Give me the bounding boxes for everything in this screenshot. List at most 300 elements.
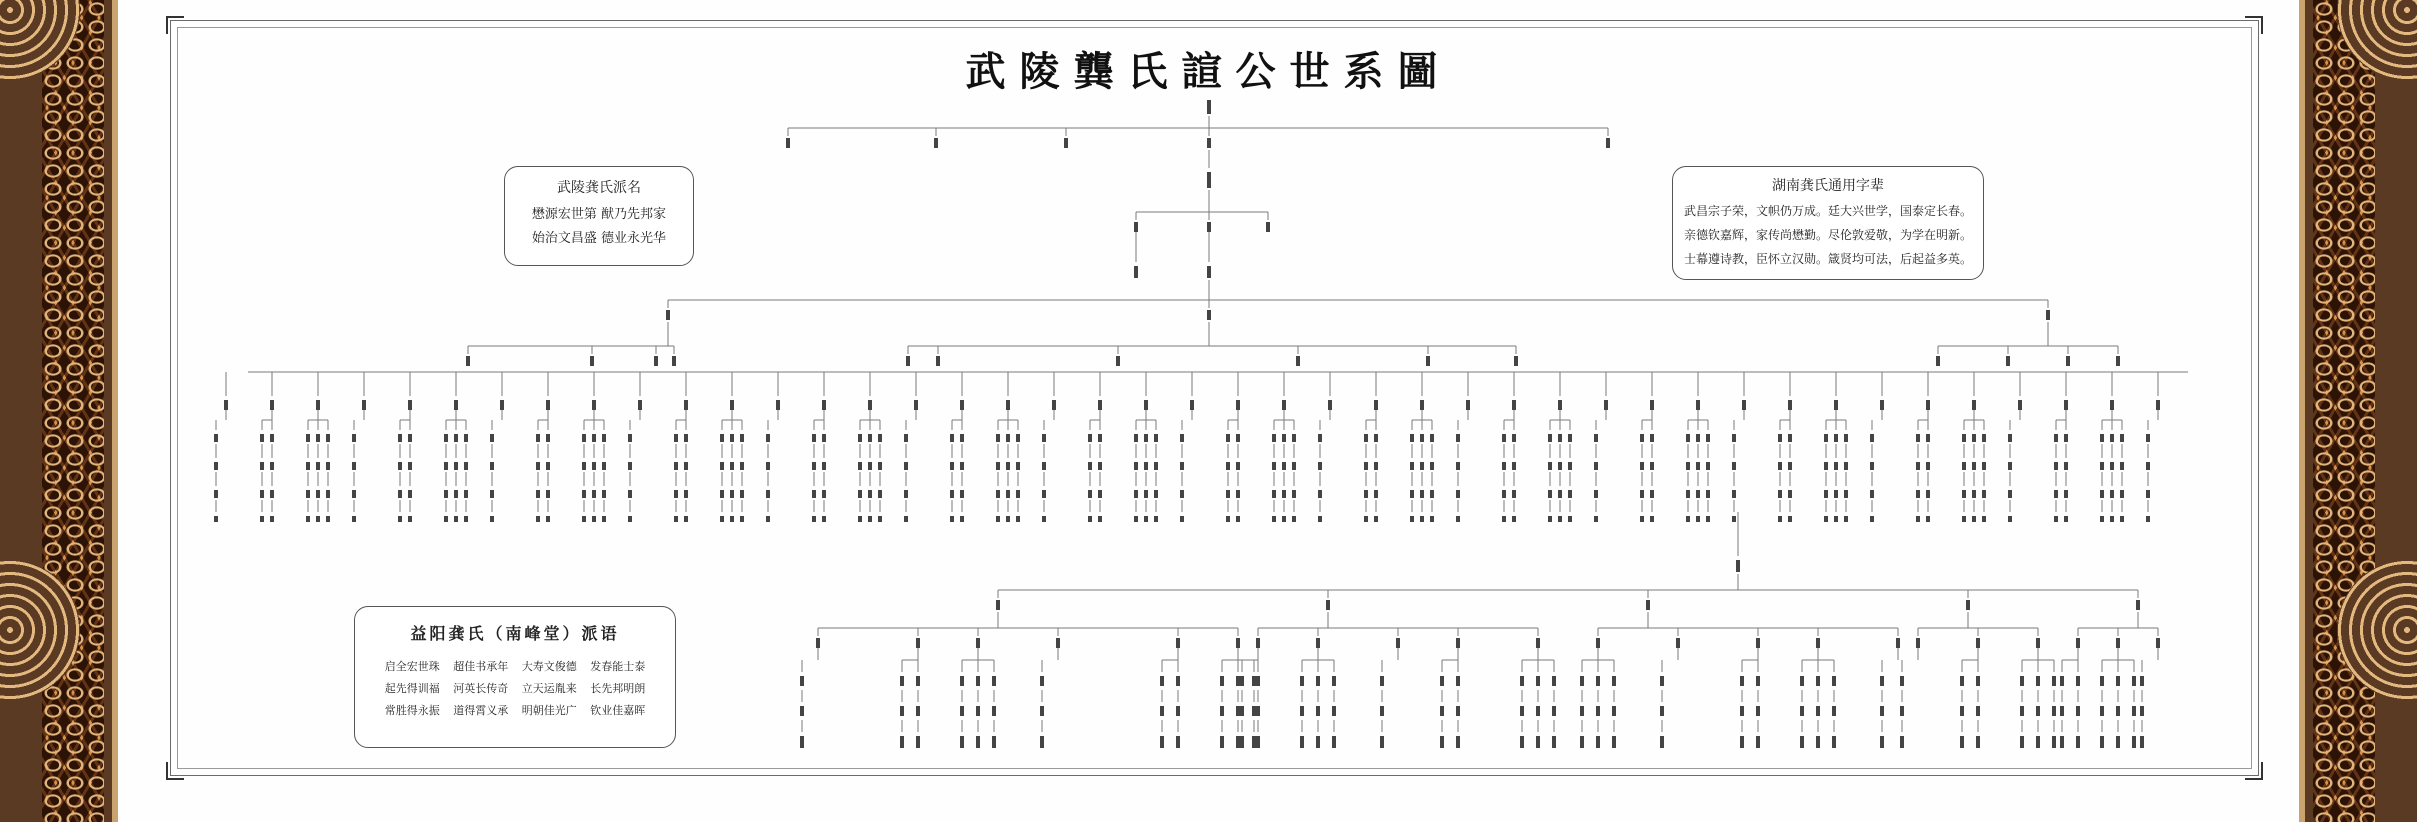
person-node [2146,462,2150,470]
person-node [1088,462,1092,470]
person-node [1088,516,1092,522]
person-node [996,462,1000,470]
person-node [2054,490,2058,498]
person-node [1134,462,1138,470]
person-node [858,434,862,442]
person-node [2110,516,2114,522]
person-node [1300,676,1304,686]
person-node [800,706,804,716]
person-node [1256,706,1260,716]
person-node [1316,676,1320,686]
person-node [1332,676,1336,686]
person-node [1240,736,1244,748]
box-title: 武陵龚氏派名 [557,180,641,196]
person-node [2120,462,2124,470]
person-node [2076,638,2080,648]
person-node [1740,676,1744,686]
person-node [2036,706,2040,716]
person-node [1580,676,1584,686]
person-node [1880,736,1884,748]
person-node [398,434,402,442]
person-node [1640,434,1644,442]
person-node [1456,736,1460,748]
person-node [812,516,816,522]
person-node [1686,462,1690,470]
person-node [2054,462,2058,470]
person-node [444,490,448,498]
person-node [1870,516,1874,522]
person-node [546,462,550,470]
person-node [1430,490,1434,498]
person-node [1594,490,1598,498]
person-node [2060,736,2064,748]
person-node [1916,490,1920,498]
person-node [592,400,596,410]
person-node [1006,434,1010,442]
person-node [1364,490,1368,498]
person-node [1660,706,1664,716]
person-node [1420,516,1424,522]
person-node [1834,400,1838,410]
person-node [2020,676,2024,686]
person-node [1594,434,1598,442]
person-node [1042,516,1046,522]
person-node [684,490,688,498]
person-node [868,400,872,410]
person-node [326,490,330,498]
person-node [1606,138,1610,148]
person-node [1226,434,1230,442]
person-node [1900,706,1904,716]
person-node [602,462,606,470]
person-node [1374,516,1378,522]
person-node [2110,400,2114,410]
person-node [270,400,274,410]
person-node [1962,434,1966,442]
person-node [1006,516,1010,522]
person-node [1926,462,1930,470]
person-node [950,490,954,498]
person-node [490,490,494,498]
person-node [1594,462,1598,470]
person-node [960,400,964,410]
person-node [1536,676,1540,686]
person-node [260,462,264,470]
person-node [2146,516,2150,522]
person-node [1236,736,1240,748]
person-node [1536,638,1540,648]
person-node [352,516,356,522]
person-node [1824,516,1828,522]
person-node [906,356,910,366]
person-node [316,516,320,522]
person-node [950,462,954,470]
person-node [1252,736,1256,748]
person-node [1696,400,1700,410]
person-node [444,516,448,522]
person-node [1740,736,1744,748]
person-node [2046,310,2050,320]
person-node [2156,400,2160,410]
person-node [1778,434,1782,442]
person-node [1207,222,1211,232]
person-node [1420,434,1424,442]
hunan-common-generation-box [1672,166,1984,280]
person-node [766,462,770,470]
person-node [1282,434,1286,442]
person-node [2116,706,2120,716]
person-node [1056,638,1060,648]
person-node [464,462,468,470]
person-node [536,516,540,522]
person-node [740,516,744,522]
person-node [672,356,676,366]
person-node [1466,400,1470,410]
person-node [536,434,540,442]
person-node [1266,222,1270,232]
person-node [260,434,264,442]
person-node [1207,138,1211,148]
person-node [1006,400,1010,410]
person-node [1134,222,1138,232]
person-node [2132,676,2136,686]
person-node [1962,462,1966,470]
person-node [868,434,872,442]
person-node [1226,490,1230,498]
person-node [1154,516,1158,522]
person-node [1640,490,1644,498]
person-node [1514,356,1518,366]
person-node [466,356,470,366]
person-node [1916,516,1920,522]
person-node [546,400,550,410]
person-node [214,490,218,498]
person-node [996,490,1000,498]
person-node [1318,516,1322,522]
person-node [1916,462,1920,470]
person-node [1558,434,1562,442]
person-node [1180,516,1184,522]
person-node [2132,706,2136,716]
person-node [1410,516,1414,522]
person-node [1282,516,1286,522]
person-node [1706,490,1710,498]
person-node [1788,490,1792,498]
person-node [1098,490,1102,498]
person-node [1272,462,1276,470]
person-node [454,516,458,522]
person-node [720,434,724,442]
person-node [326,434,330,442]
person-node [1880,676,1884,686]
person-node [1650,490,1654,498]
person-node [684,434,688,442]
person-node [2054,516,2058,522]
person-node [916,706,920,716]
person-node [1732,490,1736,498]
person-node [1580,736,1584,748]
person-node [1900,676,1904,686]
person-node [1520,676,1524,686]
person-node [1976,706,1980,716]
person-node [992,706,996,716]
person-node [1440,706,1444,716]
person-node [720,462,724,470]
person-node [1292,516,1296,522]
person-node [1756,706,1760,716]
person-node [454,400,458,410]
person-node [1732,516,1736,522]
person-node [1282,462,1286,470]
person-node [960,434,964,442]
person-node [1220,706,1224,716]
person-node [1832,736,1836,748]
person-node [812,434,816,442]
person-node [490,516,494,522]
person-node [1972,490,1976,498]
person-node [444,434,448,442]
person-node [730,516,734,522]
person-node [1676,638,1680,648]
person-node [1134,266,1138,278]
person-node [1292,490,1296,498]
person-node [2064,516,2068,522]
person-node [306,516,310,522]
person-node [1686,434,1690,442]
person-node [1660,736,1664,748]
person-node [316,490,320,498]
person-node [1612,736,1616,748]
person-node [1788,516,1792,522]
person-node [1456,490,1460,498]
person-node [1742,400,1746,410]
person-node [1916,434,1920,442]
person-node [1972,462,1976,470]
person-node [674,516,678,522]
person-node [464,490,468,498]
person-node [316,434,320,442]
person-node [2100,676,2104,686]
person-node [1520,736,1524,748]
person-node [1154,434,1158,442]
person-node [1160,706,1164,716]
person-node [628,462,632,470]
person-node [812,490,816,498]
person-node [1816,736,1820,748]
person-node [2008,516,2012,522]
box-title: 益阳龚氏（南峰堂）派语 [410,624,620,643]
person-node [878,516,882,522]
person-node [1134,516,1138,522]
person-node [628,434,632,442]
person-node [1042,434,1046,442]
person-node [1160,736,1164,748]
person-node [2008,434,2012,442]
person-node [1240,676,1244,686]
person-node [1420,400,1424,410]
person-node [2110,490,2114,498]
person-node [740,490,744,498]
person-node [2008,490,2012,498]
person-node [1960,676,1964,686]
person-node [2132,736,2136,748]
person-node [628,490,632,498]
person-node [1316,706,1320,716]
person-node [1098,516,1102,522]
person-node [2120,490,2124,498]
person-node [1272,490,1276,498]
person-node [1732,462,1736,470]
person-node [1426,356,1430,366]
person-node [1456,516,1460,522]
person-node [900,736,904,748]
person-node [1536,706,1540,716]
person-node [1512,434,1516,442]
person-node [976,638,980,648]
person-node [582,462,586,470]
person-node [1568,434,1572,442]
person-node [1440,736,1444,748]
person-node [1596,676,1600,686]
person-node [1236,490,1240,498]
person-node [1292,434,1296,442]
person-node [1976,638,1980,648]
person-node [444,462,448,470]
person-node [1962,516,1966,522]
left-decorative-border [0,0,118,822]
person-node [1558,516,1562,522]
person-node [408,490,412,498]
person-node [1612,706,1616,716]
person-node [214,462,218,470]
person-node [602,490,606,498]
person-node [1430,462,1434,470]
person-node [1292,462,1296,470]
person-node [1300,736,1304,748]
person-node [1207,172,1211,188]
person-node [1536,736,1540,748]
box-line: 起先得训福 河英长传奇 立天运胤来 长先邦明朗 [384,682,646,695]
person-node [960,706,964,716]
person-node [362,400,366,410]
person-node [900,706,904,716]
person-node [2140,676,2144,686]
person-node [1640,462,1644,470]
person-node [1154,490,1158,498]
person-node [352,490,356,498]
person-node [306,462,310,470]
person-node [398,516,402,522]
person-node [1410,434,1414,442]
person-node [1456,706,1460,716]
person-node [1328,400,1332,410]
person-node [822,516,826,522]
person-node [1016,516,1020,522]
person-node [822,490,826,498]
person-node [674,434,678,442]
person-node [1180,462,1184,470]
person-node [730,462,734,470]
person-node [1318,462,1322,470]
person-node [408,462,412,470]
person-node [1834,434,1838,442]
person-node [1552,736,1556,748]
person-node [2100,490,2104,498]
person-node [1844,462,1848,470]
person-node [1816,706,1820,716]
person-node [976,676,980,686]
person-node [2116,676,2120,686]
person-node [960,462,964,470]
person-node [1252,706,1256,716]
person-node [1870,462,1874,470]
yiyang-nanfeng-generation-box [354,606,676,748]
person-node [214,434,218,442]
person-node [1816,638,1820,648]
person-node [2136,600,2140,610]
person-node [1272,434,1276,442]
person-node [1456,434,1460,442]
person-node [306,490,310,498]
person-node [464,516,468,522]
person-node [1502,516,1506,522]
person-node [2054,434,2058,442]
person-node [1134,434,1138,442]
person-node [1972,400,1976,410]
person-node [868,462,872,470]
person-node [684,516,688,522]
person-node [1976,676,1980,686]
person-node [1650,462,1654,470]
person-node [1736,560,1740,572]
person-node [260,516,264,522]
person-node [1176,736,1180,748]
person-node [1756,676,1760,686]
person-node [1226,462,1230,470]
person-node [270,516,274,522]
person-node [1316,638,1320,648]
person-node [1960,736,1964,748]
person-node [1604,400,1608,410]
person-node [1834,516,1838,522]
person-node [1580,706,1584,716]
person-node [996,516,1000,522]
person-node [2052,676,2056,686]
person-node [1568,516,1572,522]
box-line: 始治文昌盛 德业永光华 [531,231,667,246]
person-node [1788,462,1792,470]
person-node [1696,516,1700,522]
person-node [352,462,356,470]
person-node [1900,736,1904,748]
person-node [1706,434,1710,442]
lattice-pattern [42,0,104,822]
person-node [1364,434,1368,442]
person-node [1982,462,1986,470]
person-node [2064,400,2068,410]
person-node [1502,490,1506,498]
person-node [2116,638,2120,648]
person-node [1976,736,1980,748]
person-node [1870,434,1874,442]
person-node [1420,490,1424,498]
person-node [592,462,596,470]
person-node [1844,516,1848,522]
person-node [1548,516,1552,522]
person-node [2100,516,2104,522]
person-node [2120,434,2124,442]
wuling-generation-names-box [504,166,694,266]
